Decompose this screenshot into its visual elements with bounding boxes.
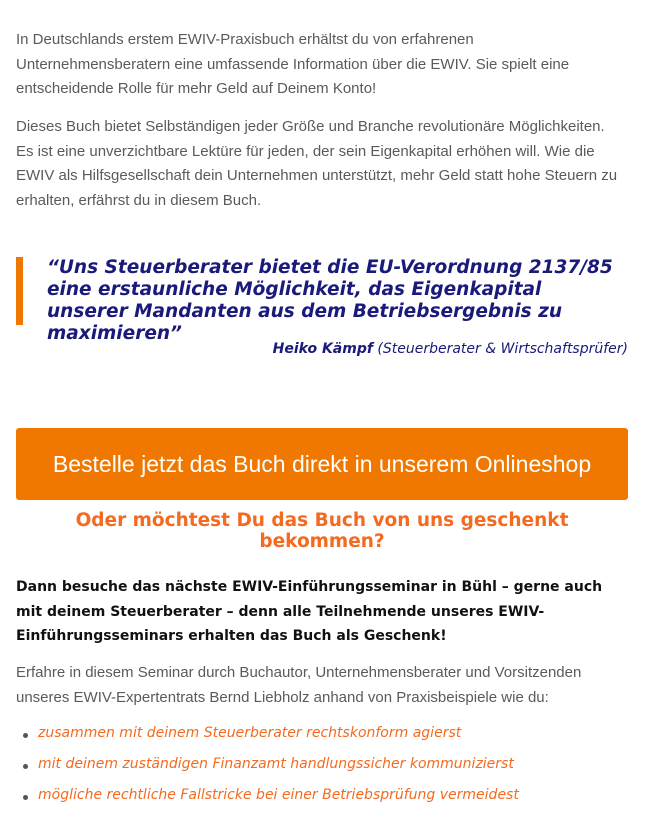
intro-paragraph-1: In Deutschlands erstem EWIV-Praxisbuch erhältst du von erfahrenen Unternehmensberatern eine umfassende Information über die EWIV. Sie spielt eine entscheidende Rolle für mehr Geld auf Deinem Konto! [16,31,570,97]
bullet-icon [23,795,28,800]
bullet-icon [23,733,28,738]
benefits-list [16,725,519,818]
quote-author-role: (Steuerberater & Wirtschaftsprüfer) [372,341,628,357]
seminar-invitation: Dann besuche das nächste EWIV-Einführungsseminar in Bühl – gerne auch mit deinem Steuerberater – denn alle Teilnehmende unseres EWIV-Einführungsseminars erhalten das Buch als Geschenk! [16,579,603,644]
quote-author-name: Heiko Kämpf [272,341,373,357]
gift-heading: Oder möchtest Du das Buch von uns geschenkt bekommen? [75,510,569,552]
seminar-description: Erfahre in diesem Seminar durch Buchautor, Unternehmensberater und Vorsitzenden unseres EWIV-Expertentrats Bernd Liebholz anhand von Praxisbeispiele wie du: [16,664,582,706]
quote-text: “Uns Steuerberater bietet die EU-Verordnung 2137/85 eine erstaunliche Möglichkeit, das Eigenkapital unserer Mandanten aus dem Betriebsergebnis zu maximieren” [47,257,613,344]
benefit-link-2[interactable]: mit deinem zuständigen Finanzamt handlungssicher kommunizierst [38,756,514,772]
bullet-icon [23,764,28,769]
quote-author [273,341,628,357]
benefit-link-1[interactable]: zusammen mit deinem Steuerberater rechtskonform agierst [38,725,462,741]
quote-accent-bar [16,257,23,325]
intro-paragraph-2: Dieses Buch bietet Selbständigen jeder Größe und Branche revolutionäre Möglichkeiten. Es ist eine unverzichtbare Lektüre für jeden, der sein Eigenkapital erhöhen will. Wie die EWIV als Hilfsgesellschaft dein Unternehmen unterstützt, mehr Geld statt hohe Steuern zu erhalten, erfährst du in diesem Buch. [16,118,618,209]
order-book-button[interactable]: Bestelle jetzt das Buch direkt in unserem Onlineshop [16,428,628,500]
list-item [16,725,519,756]
benefit-link-3[interactable]: mögliche rechtliche Fallstricke bei einer Betriebsprüfung vermeidest [38,787,519,803]
list-item [16,756,519,787]
list-item [16,787,519,818]
testimonial-quote [16,257,628,344]
